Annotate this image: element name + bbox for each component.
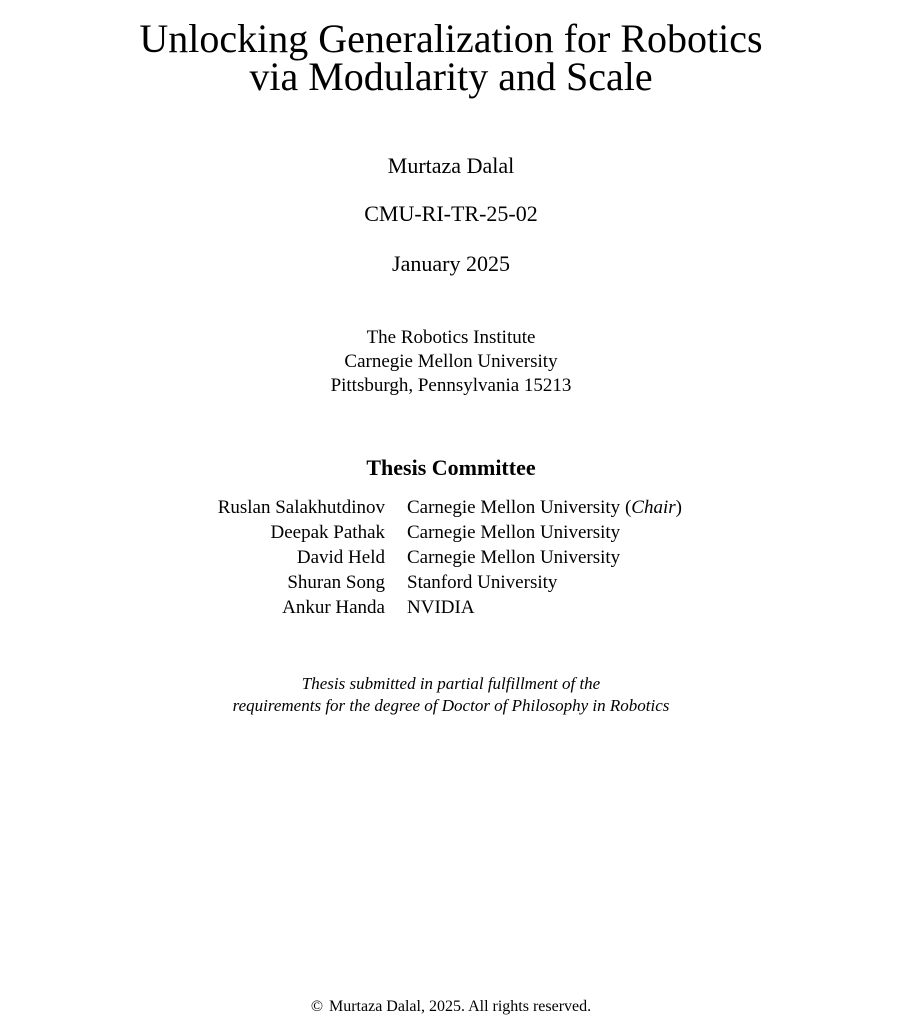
committee-member bbox=[0, 520, 915, 545]
committee-member-name: Shuran Song bbox=[287, 572, 385, 593]
committee-list bbox=[0, 495, 915, 620]
degree-statement bbox=[0, 673, 902, 717]
committee-member bbox=[0, 570, 915, 595]
degree-statement-line-2: requirements for the degree of Doctor of Philosophy in Robotics bbox=[232, 696, 670, 715]
committee-member-affiliation: Stanford University bbox=[407, 572, 558, 593]
committee-member-name: Ruslan Salakhutdinov bbox=[217, 497, 385, 518]
committee-member-affiliation bbox=[407, 495, 682, 520]
role-open: ( bbox=[620, 497, 632, 518]
role-close: ) bbox=[675, 497, 682, 518]
committee-member-name: David Held bbox=[296, 547, 385, 568]
copyright-icon: © bbox=[310, 998, 323, 1015]
committee-member bbox=[0, 545, 915, 570]
institution-line-3: Pittsburgh, Pennsylvania 15213 bbox=[330, 375, 572, 396]
author-name: Murtaza Dalal bbox=[387, 153, 515, 178]
institution-line-1: The Robotics Institute bbox=[366, 327, 536, 348]
committee-member-affiliation: Carnegie Mellon University bbox=[407, 547, 621, 568]
committee-heading: Thesis Committee bbox=[366, 455, 536, 480]
committee-member bbox=[0, 595, 915, 620]
committee-member-affiliation: NVIDIA bbox=[407, 597, 475, 618]
report-number: CMU-RI-TR-25-02 bbox=[364, 201, 538, 226]
committee-member-affiliation: Carnegie Mellon University bbox=[407, 522, 621, 543]
institution-line-2: Carnegie Mellon University bbox=[344, 351, 558, 372]
thesis-title bbox=[0, 16, 902, 99]
institution-address bbox=[0, 326, 902, 398]
committee-role: Chair bbox=[631, 497, 676, 518]
affiliation-text: Carnegie Mellon University bbox=[407, 497, 621, 518]
degree-statement-line-1: Thesis submitted in partial fulfillment of the bbox=[301, 674, 601, 693]
committee-member bbox=[0, 495, 915, 520]
publication-date: January 2025 bbox=[392, 251, 510, 276]
copyright-text: Murtaza Dalal, 2025. All rights reserved. bbox=[329, 998, 592, 1015]
thesis-title-line-1: Unlocking Generalization for Robotics bbox=[139, 16, 763, 61]
copyright-notice bbox=[0, 996, 902, 1018]
committee-member-name: Deepak Pathak bbox=[270, 522, 385, 543]
committee-member-name: Ankur Handa bbox=[282, 597, 385, 618]
thesis-title-line-2: via Modularity and Scale bbox=[249, 54, 653, 99]
